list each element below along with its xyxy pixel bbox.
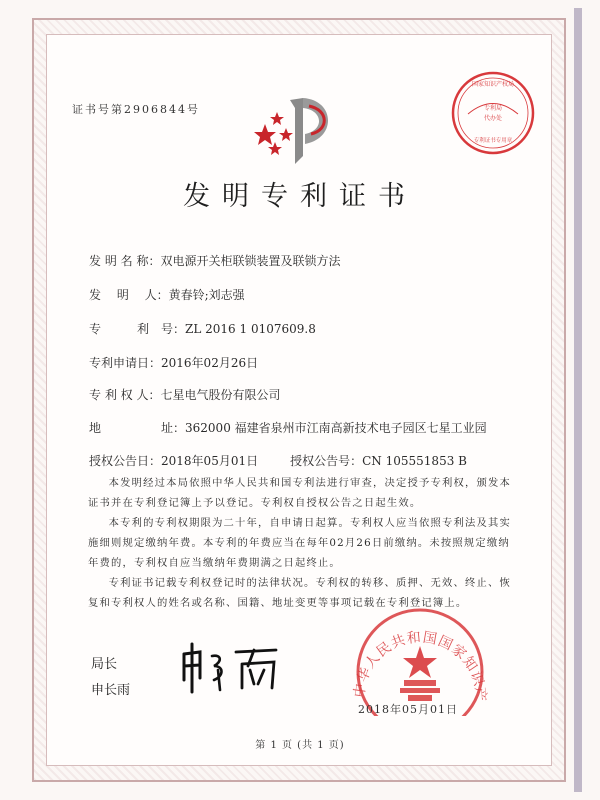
patent-number-label: 专 利 号： xyxy=(89,322,186,336)
grant-row xyxy=(89,452,467,469)
patent-number-value: ZL 2016 1 0107609.8 xyxy=(185,322,316,336)
patent-office-logo-icon xyxy=(245,86,345,170)
patentee-value: 七星电气股份有限公司 xyxy=(160,388,281,402)
filing-date-label: 专利申请日： xyxy=(89,356,162,370)
paragraph-registry: 专利证书记载专利权登记时的法律状况。专利权的转移、质押、无效、终止、恢复和专利权人的姓名或名称、国籍、地址变更等事项记载在专利登记簿上。 xyxy=(88,577,511,609)
address-row xyxy=(89,419,487,436)
grant-number-value: CN 105551853 B xyxy=(362,454,467,468)
seal-date: 2018年05月01日 xyxy=(358,703,458,716)
svg-text:国家知识产权局: 国家知识产权局 xyxy=(471,81,515,88)
page-edge xyxy=(574,8,582,792)
grant-date-value: 2018年05月01日 xyxy=(161,454,259,468)
grant-number-label: 授权公告号： xyxy=(290,454,363,468)
page-number: 第 1 页 (共 1 页) xyxy=(255,740,345,751)
patent-number-row xyxy=(89,320,316,337)
invention-name-label: 发 明 名 称： xyxy=(89,254,161,268)
certificate-title: 发明专利证书 xyxy=(183,181,417,212)
svg-text:专利证书专用章: 专利证书专用章 xyxy=(473,138,513,144)
patentee-label: 专 利 权 人： xyxy=(89,388,161,402)
filing-date-value: 2016年02月26日 xyxy=(161,356,259,370)
official-name: 申长雨 xyxy=(91,683,131,698)
invention-name-value: 双电源开关柜联锁装置及联锁方法 xyxy=(160,254,341,268)
inventor-row xyxy=(89,286,245,303)
certificate-number: 证书号第2906844号 xyxy=(72,103,200,116)
patentee-row xyxy=(89,386,280,403)
signature-icon xyxy=(178,640,288,700)
agency-seal-icon xyxy=(448,68,538,162)
grant-date-label: 授权公告日： xyxy=(89,454,162,468)
svg-text:代办处: 代办处 xyxy=(483,115,503,122)
invention-name-row xyxy=(89,252,340,269)
svg-text:专利局: 专利局 xyxy=(483,105,503,112)
address-value: 362000 福建省泉州市江南高新技术电子园区七星工业园 xyxy=(185,421,487,435)
paragraph-term: 本专利的专利权期限为二十年，自申请日起算。专利权人应当依照专利法及其实施细则规定缴纳年费。本专利的年费应当在每年02月26日前缴纳。未按照规定缴纳年费的，专利权自应当缴纳年费期满之日起终止。 xyxy=(88,517,511,569)
inventor-value: 黄春铃;刘志强 xyxy=(168,288,245,302)
seal-text: 中华人民共和国国家知识产 xyxy=(351,629,489,703)
inventor-label: 发 明 人： xyxy=(89,288,169,302)
paragraph-grant: 本发明经过本局依照中华人民共和国专利法进行审查，决定授予专利权，颁发本证书并在专利登记簿上予以登记。专利权自授权公告之日起生效。 xyxy=(88,477,511,509)
address-label: 地 址： xyxy=(89,421,186,435)
official-title: 局长 xyxy=(91,657,118,672)
filing-date-row xyxy=(89,354,258,371)
